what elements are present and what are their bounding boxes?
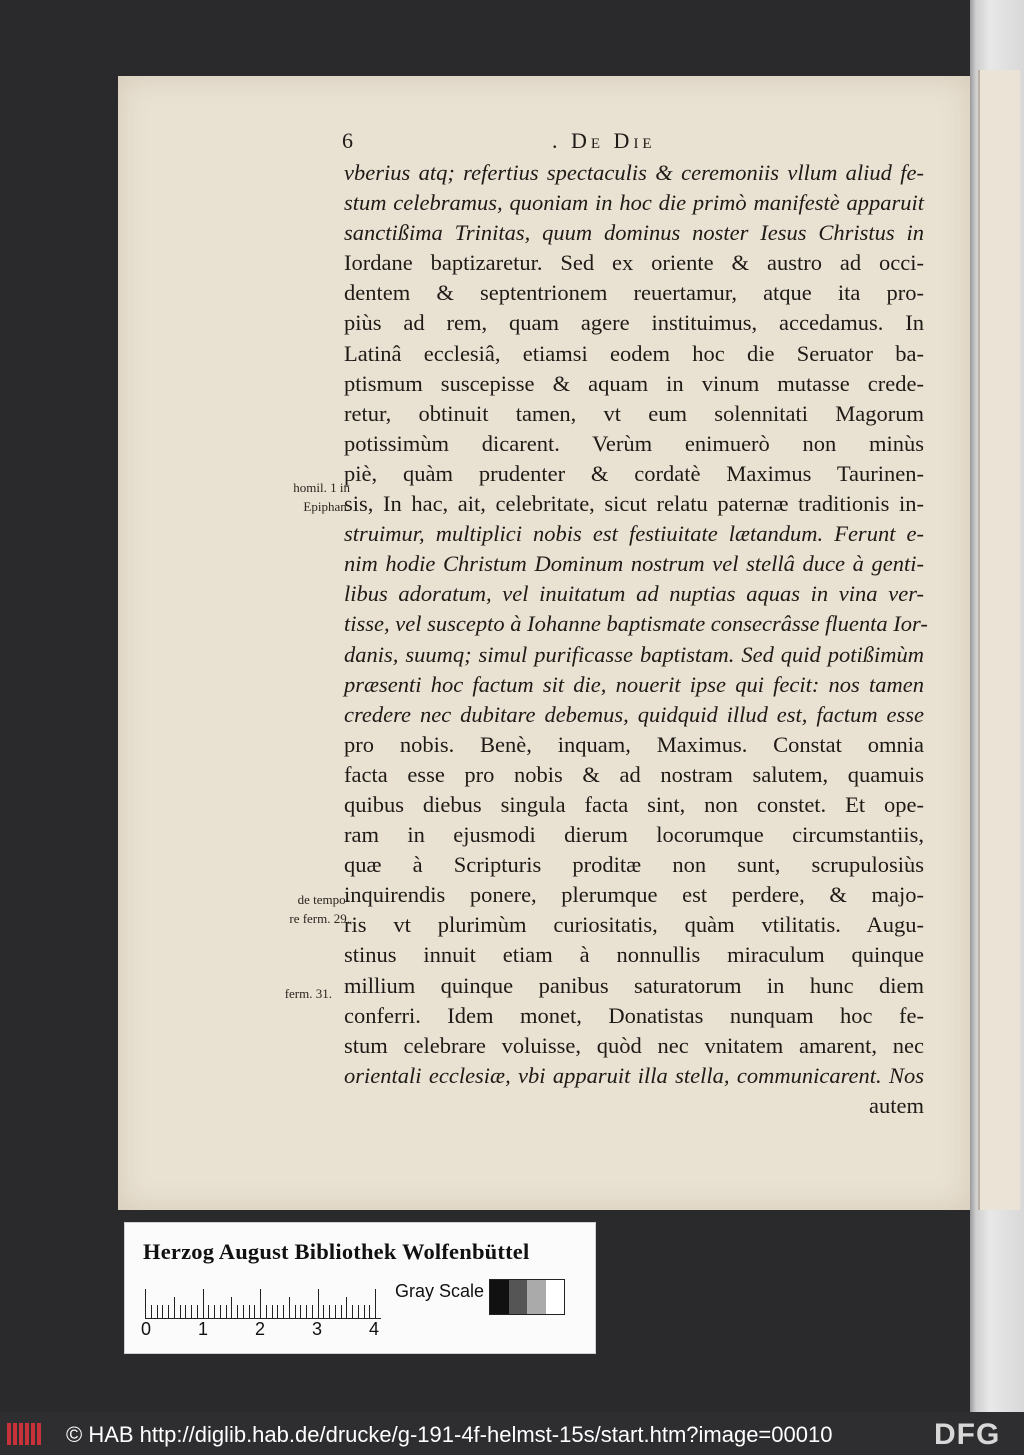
text-line: præsenti hoc factum sit die, nouerit ipse qui fecit: nos tamen (344, 671, 924, 697)
margin-note-line: homil. 1 in (293, 480, 350, 495)
ruler-tick (237, 1305, 238, 1319)
text-line: ptismum suscepisse & aquam in vinum mutasse crede- (344, 370, 924, 396)
text-line: credere nec dubitare debemus, quidquid illud est, factum esse (344, 701, 924, 727)
page-header (342, 128, 942, 158)
ruler-tick (283, 1305, 284, 1319)
ruler-tick (272, 1305, 273, 1319)
library-title: Herzog August Bibliothek Wolfenbüttel (143, 1239, 530, 1264)
ruler-tick (214, 1305, 215, 1319)
ruler-number: 3 (312, 1319, 323, 1339)
ruler-tick (277, 1305, 278, 1319)
text-line: facta esse pro nobis & ad nostram salutem, quamuis (344, 761, 924, 787)
ruler-tick (260, 1289, 261, 1319)
ruler-tick (329, 1305, 330, 1319)
ruler-number: 0 (141, 1319, 152, 1339)
running-head: . De Die (552, 128, 656, 153)
ruler-tick (306, 1305, 307, 1319)
text-line: stum celebramus, quoniam in hoc die primò manifestè apparuit (344, 190, 924, 216)
dfg-logo: DFG (934, 1418, 1001, 1451)
ruler-tick (266, 1305, 267, 1319)
text-line: piùs ad rem, quam agere instituimus, accedamus. In (344, 310, 924, 336)
footer-source-link[interactable]: © HAB http://diglib.hab.de/drucke/g-191-4f-helmst-15s/start.htm?image=00010 (66, 1422, 833, 1447)
text-line: quibus diebus singula facta sint, non constet. Et ope- (344, 791, 924, 817)
page-number: 6 (342, 128, 353, 153)
ruler-tick (249, 1305, 250, 1319)
text-line: danis, suumq; simul purificasse baptistam. Sed quid potißimùm (344, 641, 924, 667)
text-line: sanctißima Trinitas, quum dominus noster Iesus Christus in (344, 220, 924, 246)
ruler-tick (289, 1297, 290, 1319)
margin-note-homil (238, 478, 350, 516)
ruler-tick (191, 1305, 192, 1319)
text-line: millium quinque panibus saturatorum in hunc diem (344, 972, 924, 998)
ruler-tick (197, 1305, 198, 1319)
ruler-number: 2 (255, 1319, 266, 1339)
text-line: ris vt plurimùm curiositatis, quàm vtilitatis. Augu- (344, 912, 924, 938)
ruler-tick (174, 1297, 175, 1319)
text-line: nim hodie Christum Dominum nostrum vel stellâ duce à genti- (344, 551, 924, 577)
ruler-tick (300, 1305, 301, 1319)
margin-note-line: Epiphan. (303, 499, 350, 514)
gray-scale-swatch (489, 1279, 565, 1315)
ruler-tick (369, 1305, 370, 1319)
text-line: libus adoratum, vel inuitatum ad nuptias aquas in vina ver- (344, 581, 924, 607)
ruler-tick (208, 1305, 209, 1319)
ruler-tick (312, 1305, 313, 1319)
ruler-tick (168, 1305, 169, 1319)
ruler-tick (364, 1305, 365, 1319)
book-spines-icon (6, 1420, 44, 1448)
ruler-tick (358, 1305, 359, 1319)
body-text (344, 158, 928, 1121)
ruler-tick (145, 1289, 146, 1319)
library-label (124, 1222, 596, 1354)
next-page-strip (978, 70, 1020, 1210)
text-line: Latinâ ecclesiâ, etiamsi eodem hoc die Seruator ba- (344, 340, 924, 366)
text-line: Iordane baptizaretur. Sed ex oriente & austro ad occi- (344, 250, 924, 276)
text-line: quæ à Scripturis proditæ non sunt, scrupulosiùs (344, 852, 924, 878)
ruler-tick (203, 1289, 204, 1319)
ruler-tick (185, 1305, 186, 1319)
text-line: potissimùm dicarent. Verùm enimuerò non minùs (344, 430, 924, 456)
text-line: retur, obtinuit tamen, vt eum solennitati Magorum (344, 400, 924, 426)
ruler-tick (220, 1305, 221, 1319)
text-line: dentem & septentrionem reuertamur, atque ita pro- (344, 280, 924, 306)
ruler-tick (346, 1297, 347, 1319)
catchword: autem (869, 1092, 924, 1118)
text-line: piè, quàm prudenter & cordatè Maximus Taurinen- (344, 460, 924, 486)
ruler-number: 4 (369, 1319, 380, 1339)
ruler-tick (231, 1297, 232, 1319)
margin-note-line: de tempo- (297, 892, 350, 907)
text-line: stinus innuit etiam à nonnullis miraculum quinque (344, 942, 924, 968)
text-line: inquirendis ponere, plerumque est perdere, & majo- (344, 882, 924, 908)
ruler-tick (151, 1305, 152, 1319)
ruler (145, 1279, 385, 1319)
text-line: ram in ejusmodi dierum locorumque circumstantiis, (344, 822, 924, 848)
text-line: struimur, multiplici nobis est festiuitate lætandum. Ferunt e- (344, 521, 924, 547)
margin-note-ferm: ferm. 31. (284, 986, 332, 1001)
text-line: stum celebrare voluisse, quòd nec vnitatem amarent, nec (344, 1032, 924, 1058)
text-line: pro nobis. Benè, inquam, Maximus. Constat omnia (344, 731, 924, 757)
text-line: tisse, vel suscepto à Iohanne baptismate consecrâsse fluenta Ior- (344, 611, 928, 637)
gray-scale-label: Gray Scale (395, 1281, 485, 1301)
ruler-tick (226, 1305, 227, 1319)
next-page-edge (970, 0, 1024, 1412)
ruler-tick (254, 1305, 255, 1319)
margin-note-line: re ferm. 29. (289, 911, 350, 926)
ruler-tick (375, 1289, 376, 1319)
ruler-tick (162, 1305, 163, 1319)
ruler-tick (352, 1305, 353, 1319)
ruler-tick (295, 1305, 296, 1319)
margin-note-tempore (238, 890, 350, 928)
text-line: vberius atq; refertius spectaculis & ceremoniis vllum aliud fe- (344, 160, 924, 185)
ruler-tick (323, 1305, 324, 1319)
ruler-tick (335, 1305, 336, 1319)
ruler-tick (243, 1305, 244, 1319)
footer-bar (0, 1412, 1024, 1455)
text-line: conferri. Idem monet, Donatistas nunquam hoc fe- (344, 1002, 924, 1028)
ruler-tick (180, 1305, 181, 1319)
ruler-number: 1 (198, 1319, 209, 1339)
ruler-tick (157, 1305, 158, 1319)
text-line: sis, In hac, ait, celebritate, sicut relatu paternæ traditionis in- (344, 491, 924, 517)
text-line: orientali ecclesiæ, vbi apparuit illa stella, communicarent. Nos (344, 1062, 924, 1088)
ruler-tick (341, 1305, 342, 1319)
ruler-tick (318, 1289, 319, 1319)
